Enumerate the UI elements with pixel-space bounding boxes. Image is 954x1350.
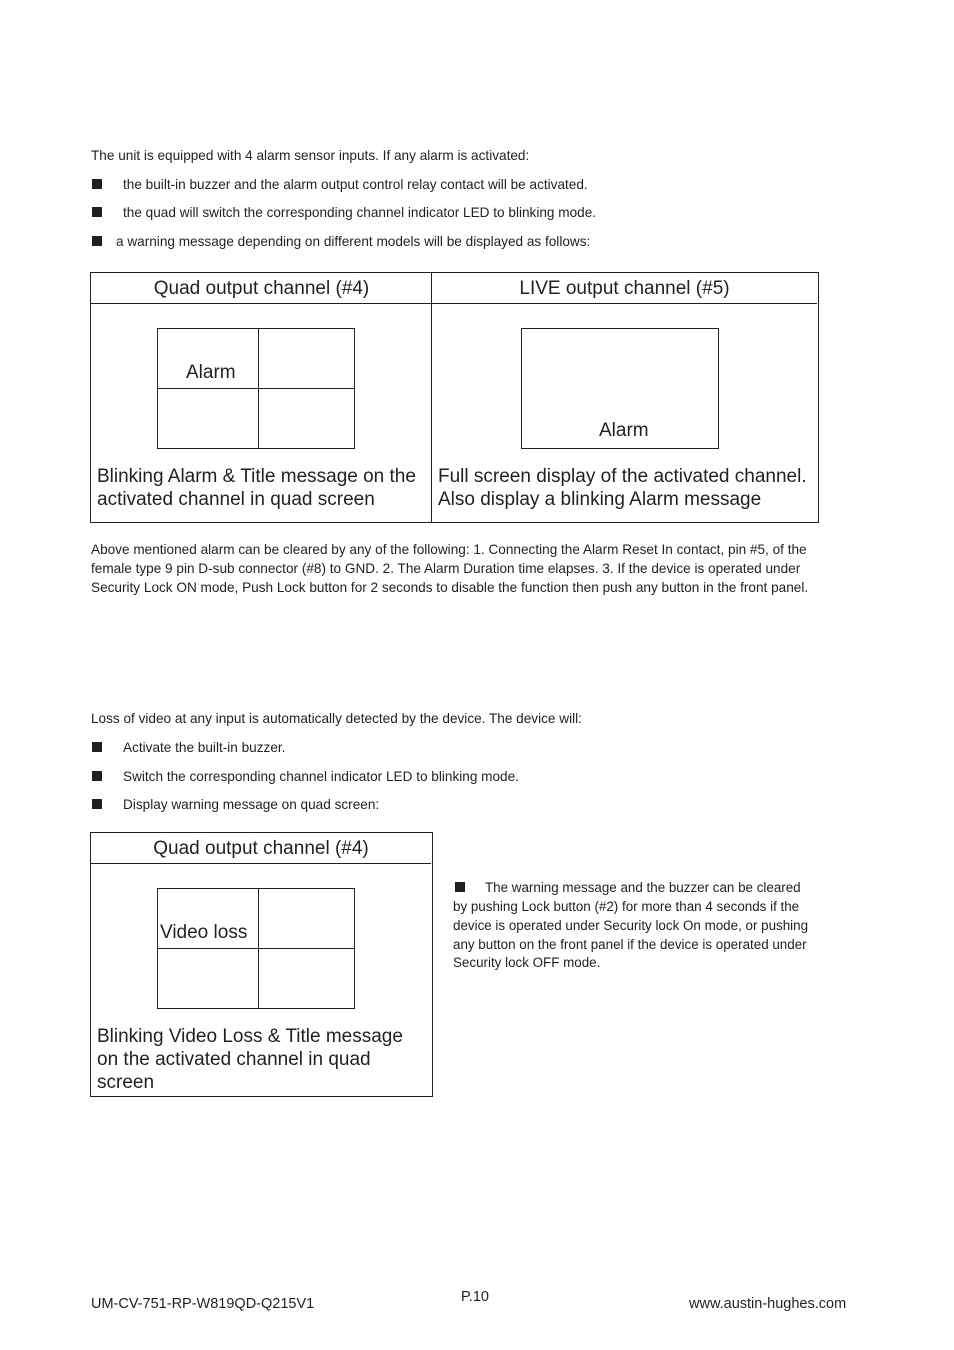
video-loss-bullet-1: Activate the built-in buzzer. <box>123 740 286 755</box>
bullet-square-icon <box>92 799 102 809</box>
bullet-square-icon <box>92 207 102 217</box>
side-note-line-4: any button on the front panel if the device is operated under <box>453 937 807 952</box>
bullet-square-icon <box>455 882 465 892</box>
live-screen-diagram <box>521 328 719 449</box>
side-note-line-1: The warning message and the buzzer can be cleared <box>485 880 801 895</box>
video-loss-caption-line-1: Blinking Video Loss & Title message <box>97 1026 403 1047</box>
video-loss-intro: Loss of video at any input is automatically detected by the device. The device will: <box>91 711 582 726</box>
quad-alarm-label: Alarm <box>186 362 236 383</box>
quad-output-header: Quad output channel (#4) <box>91 273 432 304</box>
video-loss-display-table <box>90 832 433 1097</box>
live-alarm-label: Alarm <box>599 420 649 441</box>
bullet-square-icon <box>92 179 102 189</box>
alarm-intro: The unit is equipped with 4 alarm sensor inputs. If any alarm is activated: <box>91 148 530 163</box>
bullet-square-icon <box>92 742 102 752</box>
video-loss-bullet-2: Switch the corresponding channel indicator LED to blinking mode. <box>123 769 519 784</box>
quad-screen-diagram <box>157 328 355 449</box>
bullet-square-icon <box>92 771 102 781</box>
bullet-square-icon <box>92 236 102 246</box>
video-loss-caption-line-3: screen <box>97 1072 155 1093</box>
video-loss-bullet-3: Display warning message on quad screen: <box>123 797 380 812</box>
alarm-clear-note-2: female type 9 pin D-sub connector (#8) to GND. 2. The Alarm Duration time elapses. 3. If the device is operated under <box>91 561 801 576</box>
live-caption-line-2: Also display a blinking Alarm message <box>438 489 762 510</box>
alarm-bullet-2: the quad will switch the corresponding channel indicator LED to blinking mode. <box>123 205 597 220</box>
quad-screen-diagram <box>157 888 355 1009</box>
footer-website: www.austin-hughes.com <box>689 1296 847 1312</box>
alarm-bullet-3: a warning message depending on different models will be displayed as follows: <box>116 234 591 249</box>
quad-caption-line-2: activated channel in quad screen <box>97 489 375 510</box>
alarm-bullet-1: the built-in buzzer and the alarm output control relay contact will be activated. <box>123 177 588 192</box>
quad-output-header: Quad output channel (#4) <box>91 833 431 864</box>
side-note-line-5: Security lock OFF mode. <box>453 955 601 970</box>
footer-page-number: P.10 <box>461 1289 489 1305</box>
live-caption-line-1: Full screen display of the activated channel. <box>438 466 807 487</box>
footer-doc-code: UM-CV-751-RP-W819QD-Q215V1 <box>91 1296 315 1312</box>
quad-caption-line-1: Blinking Alarm & Title message on the <box>97 466 416 487</box>
column-divider <box>431 273 432 522</box>
side-note-line-3: device is operated under Security lock On mode, or pushing <box>453 918 809 933</box>
alarm-display-table <box>90 272 819 523</box>
side-note-line-2: by pushing Lock button (#2) for more than 4 seconds if the <box>453 899 800 914</box>
video-loss-caption-line-2: on the activated channel in quad <box>97 1049 371 1070</box>
live-output-header: LIVE output channel (#5) <box>432 273 817 304</box>
alarm-clear-note-1: Above mentioned alarm can be cleared by any of the following: 1. Connecting the Alarm Reset In contact, pin #5, of the <box>91 542 807 557</box>
video-loss-label: Video loss <box>160 922 248 943</box>
alarm-clear-note-3: Security Lock ON mode, Push Lock button for 2 seconds to disable the function then push any button in the front panel. <box>91 580 809 595</box>
